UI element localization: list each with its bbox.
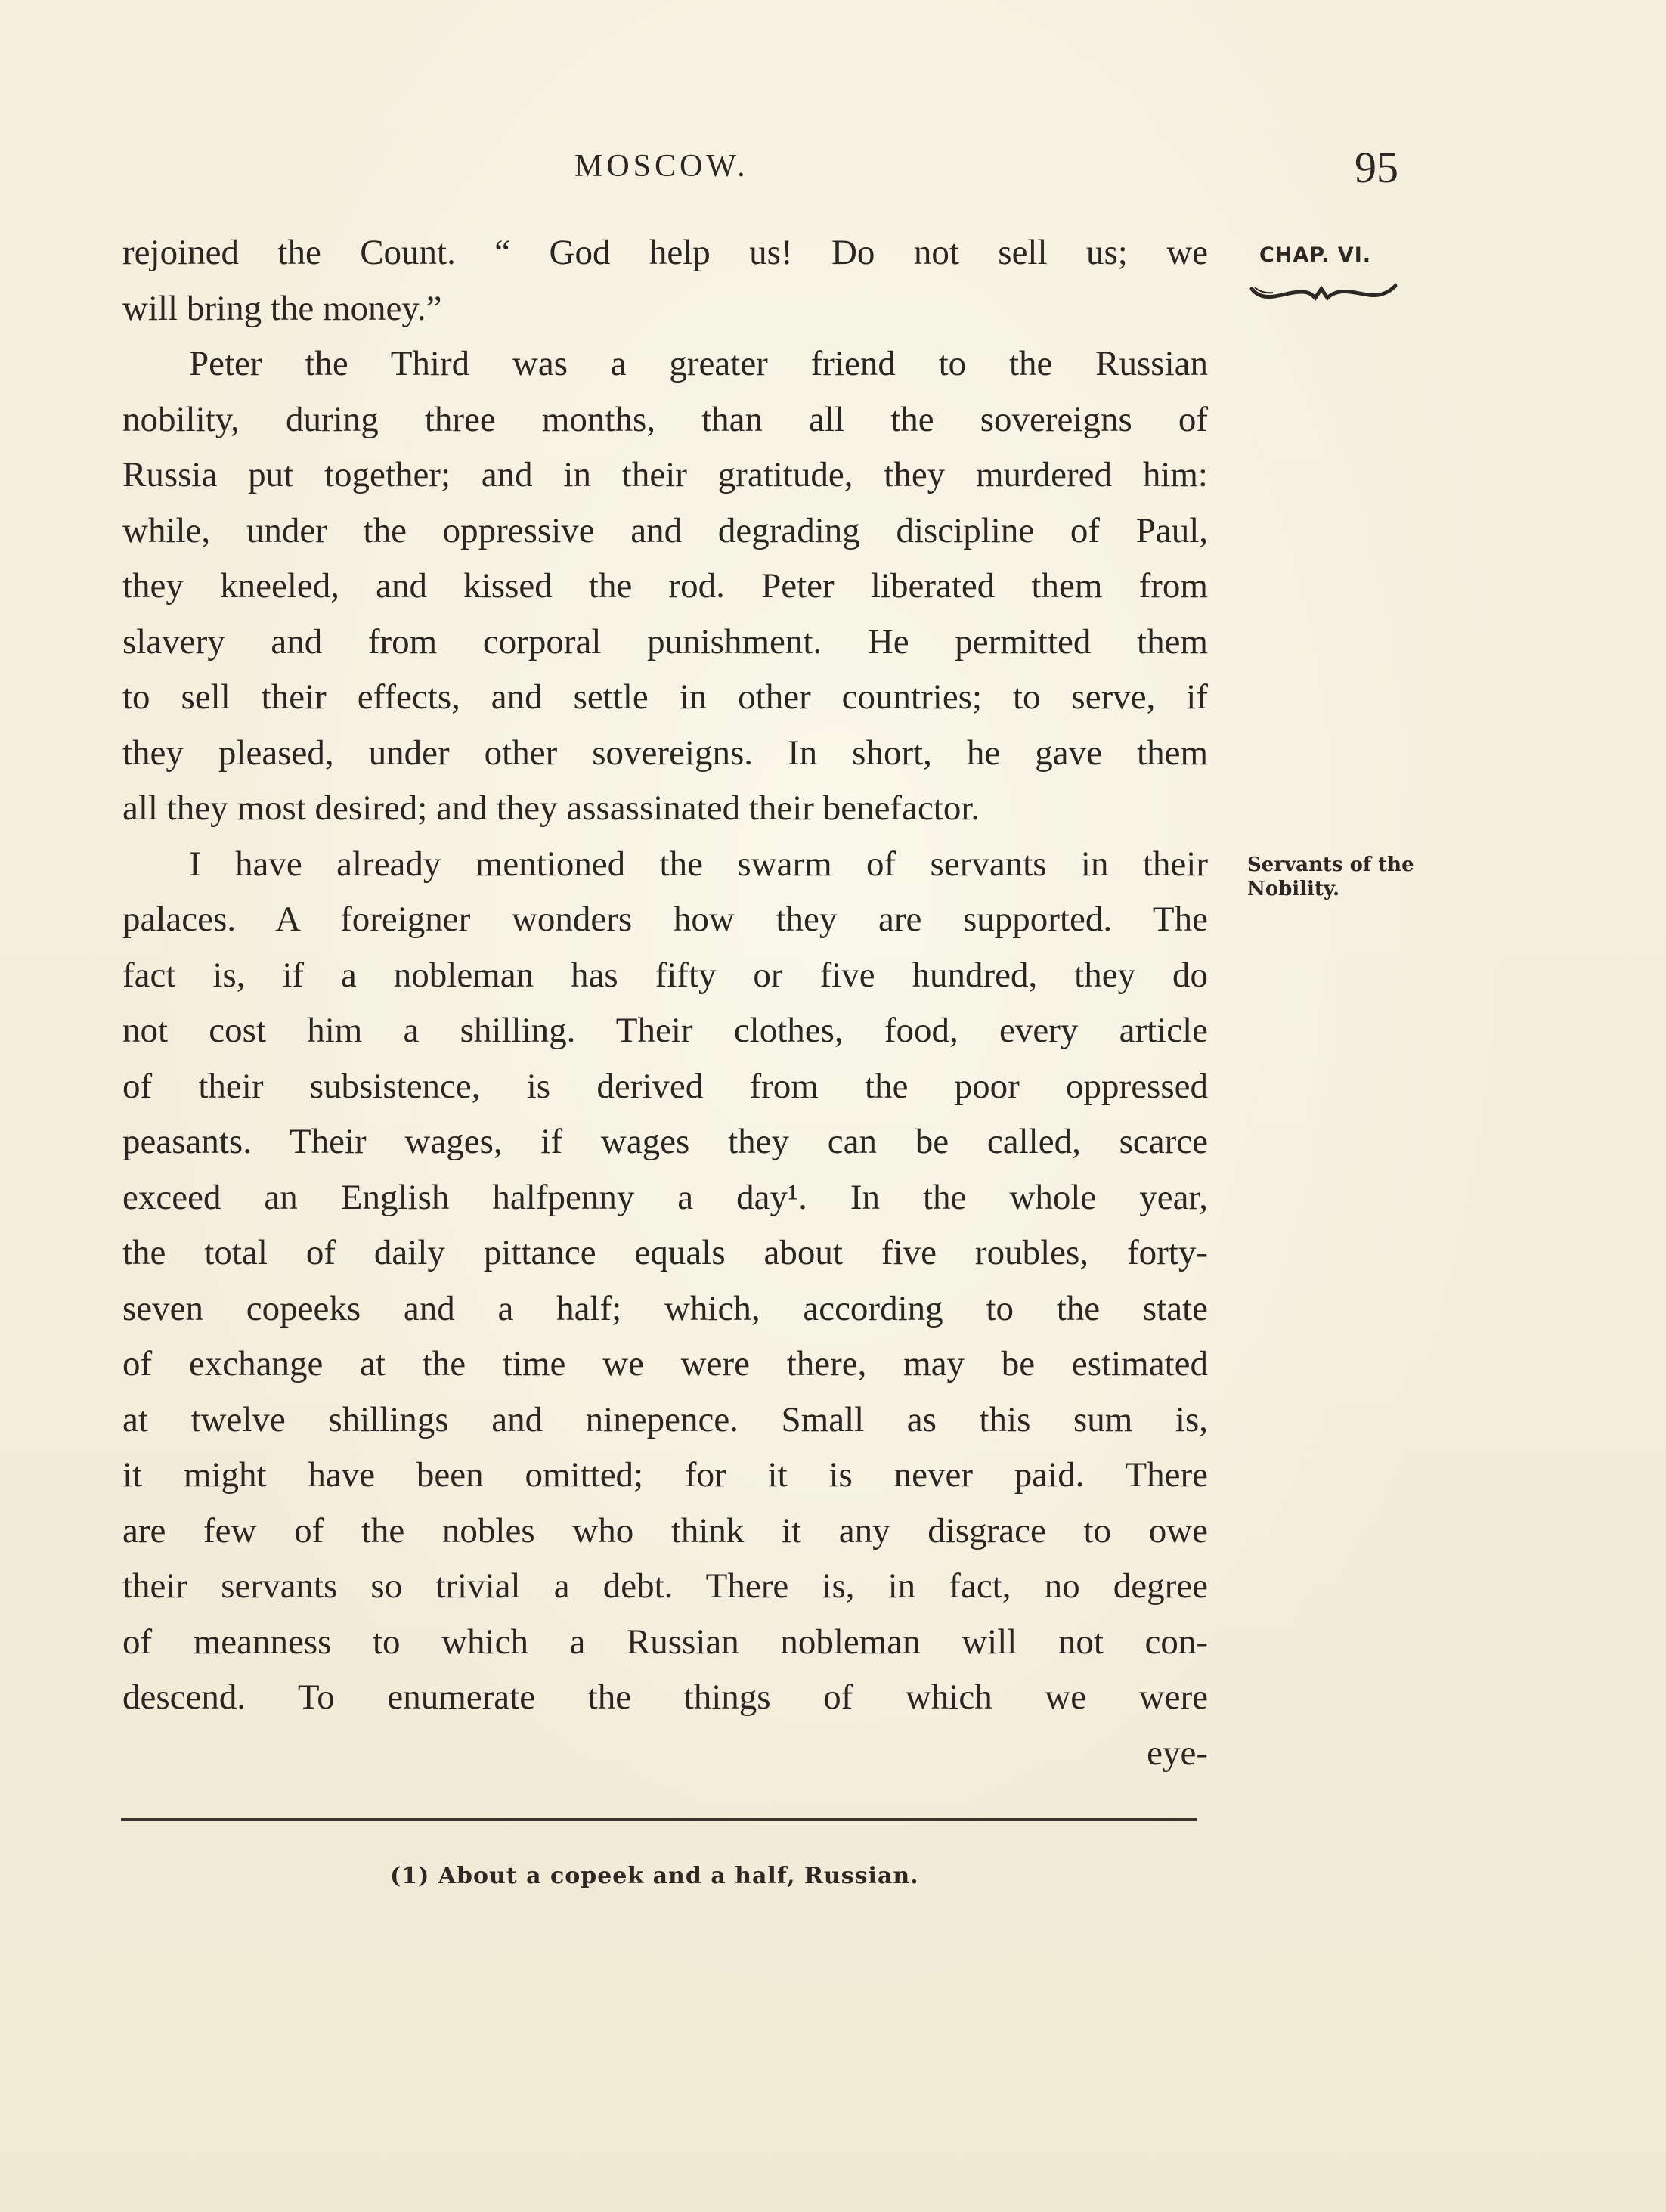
text-line: nobility, during three months, than all the sovereigns of xyxy=(122,399,1208,439)
text-line: their servants so trivial a debt. There is, in fact, no degree xyxy=(122,1566,1208,1606)
text-line: are few of the nobles who think it any disgrace to owe xyxy=(122,1510,1208,1551)
text-line: slavery and from corporal punishment. He permitted them xyxy=(122,621,1208,661)
text-line: rejoined the Count. “ God help us! Do not sell us; we xyxy=(122,233,1208,272)
footnote-divider xyxy=(121,1818,1197,1821)
text-line: they kneeled, and kissed the rod. Peter liberated them from xyxy=(122,566,1208,606)
ornament-flourish-icon xyxy=(1249,278,1400,305)
text-line: peasants. Their wages, if wages they can be called, scarce xyxy=(122,1122,1208,1161)
marginal-note xyxy=(1247,853,1421,901)
text-line: of meanness to which a Russian nobleman will not con- xyxy=(122,1622,1208,1662)
text-line: will bring the money.” xyxy=(122,288,442,328)
text-line: Russia put together; and in their gratitude, they murdered him: xyxy=(122,455,1208,494)
text-line: of their subsistence, is derived from the poor oppressed xyxy=(122,1066,1208,1106)
text-line: to sell their effects, and settle in other countries; to serve, if xyxy=(122,677,1208,717)
text-line: fact is, if a nobleman has fifty or five hundred, they do xyxy=(122,955,1208,995)
marginal-note-line-1: Servants of the xyxy=(1247,854,1414,876)
catchword: eye- xyxy=(1147,1733,1208,1773)
paragraph-start-line: I have already mentioned the swarm of servants in their xyxy=(189,844,1208,884)
page-number: 95 xyxy=(1355,143,1398,192)
text-line: descend. To enumerate the things of which we were xyxy=(122,1678,1208,1717)
marginal-note-line-2: Nobility. xyxy=(1247,878,1340,900)
text-line: while, under the oppressive and degrading discipline of Paul, xyxy=(122,510,1208,550)
running-head xyxy=(0,143,1666,201)
text-line: of exchange at the time we were there, may be estimated xyxy=(122,1344,1208,1383)
body-text xyxy=(122,225,1208,1781)
text-line: at twelve shillings and ninepence. Small as this sum is, xyxy=(122,1399,1208,1439)
footnote: (1) About a copeek and a half, Russian. xyxy=(390,1863,919,1889)
text-line: all they most desired; and they assassinated their benefactor. xyxy=(122,788,980,828)
running-head-title: MOSCOW. xyxy=(574,149,749,184)
text-line: it might have been omitted; for it is never paid. There xyxy=(122,1455,1208,1495)
chapter-marginal-label: CHAP. VI. xyxy=(1259,243,1371,267)
text-line: palaces. A foreigner wonders how they are supported. The xyxy=(122,900,1208,939)
text-line: the total of daily pittance equals about five roubles, forty- xyxy=(122,1233,1208,1272)
text-line: they pleased, under other sovereigns. In short, he gave them xyxy=(122,733,1208,773)
paragraph-start-line: Peter the Third was a greater friend to the Russian xyxy=(189,344,1208,383)
text-line: exceed an English halfpenny a day¹. In the whole year, xyxy=(122,1177,1208,1217)
text-line: seven copeeks and a half; which, according to the state xyxy=(122,1288,1208,1328)
text-line: not cost him a shilling. Their clothes, food, every article xyxy=(122,1011,1208,1050)
